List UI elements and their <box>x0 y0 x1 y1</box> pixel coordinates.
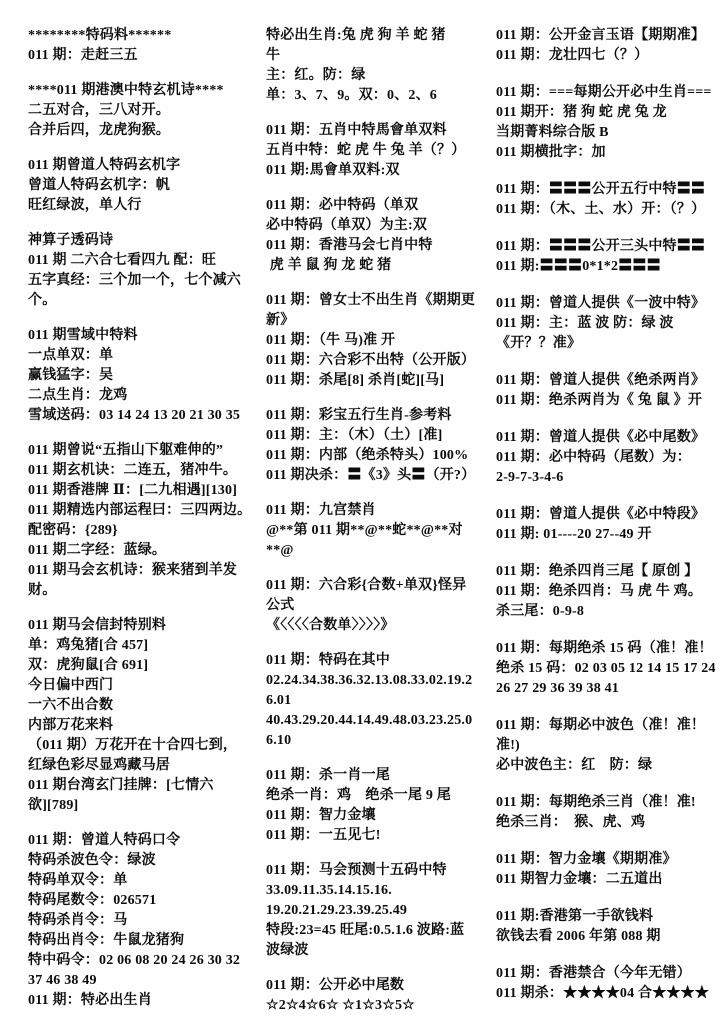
text-line: 2-9-7-3-4-6 <box>496 470 564 485</box>
text-line: 011 期：特必出生肖 <box>28 993 152 1008</box>
text-block <box>496 428 724 488</box>
text-line: 011 期：特码在其中 <box>266 653 390 668</box>
text-line: 011 期：六合彩不出特（公开版） <box>266 353 476 368</box>
text-line: 011 期:馬會单双料:双 <box>266 163 400 178</box>
text-line: 绝杀一肖：鸡 绝杀一尾 9 尾 <box>266 788 451 803</box>
text-line: **@ <box>266 543 294 558</box>
text-line: 011 期杀：★★★★04 合★★★★ <box>496 986 710 1001</box>
text-line: 必中波色主：红 防：绿 <box>496 758 653 773</box>
text-line: 011 期: 01----20 27--49 开 <box>496 527 652 542</box>
text-line: 011 期香港牌 Ⅱ：[二九相遇][130] <box>28 483 238 498</box>
text-line: 011 期横批字：加 <box>496 145 606 160</box>
text-line: 二点生肖：龙鸡 <box>28 388 128 403</box>
text-line: 011 期：龙壮四七（？） <box>496 48 649 63</box>
text-line: 011 期 二六合七看四九 配：旺 <box>28 253 217 268</box>
text-block <box>28 326 254 426</box>
text-line: 双：虎狗鼠[合 691] <box>28 658 149 673</box>
text-line: 特码单双令：单 <box>28 873 128 888</box>
column-middle <box>266 26 484 1024</box>
text-line: 011 期精选内部运程曰：三四两边。 <box>28 503 252 518</box>
text-line: 33.09.11.35.14.15.16. <box>266 883 392 898</box>
text-block <box>496 562 724 622</box>
text-line: 011 期：内部（绝杀特头）100% <box>266 448 469 463</box>
text-line: 特段:23=45 旺尾:0.5.1.6 波路:蓝 <box>266 923 465 938</box>
text-line: 曾道人特码玄机字：帆 <box>28 178 170 193</box>
text-block <box>28 156 254 216</box>
text-line: 011 期：绝杀四肖：马 虎 牛 鸡。 <box>496 584 703 599</box>
text-line: 五字真经：三个加一个，七个减六 <box>28 273 241 288</box>
text-line: 011 期：智力金壤《期期准》 <box>496 852 677 867</box>
text-line: 《开？？准》 <box>496 336 582 351</box>
text-line: 赢钱猛字：吴 <box>28 368 114 383</box>
text-line: 19.20.21.29.23.39.25.49 <box>266 903 408 918</box>
text-line: 当期菁料综合版 B <box>496 125 609 140</box>
text-line: 特码杀肖令：马 <box>28 913 128 928</box>
text-line: 神算子透码诗 <box>28 233 114 248</box>
text-line: （011 期）万花开在十合四七到， <box>28 738 238 753</box>
text-line: 011 期：每期绝杀 15 码（准！准！ <box>496 641 713 656</box>
text-line: 011 期：走赶三五 <box>28 48 138 63</box>
text-block <box>266 406 484 486</box>
text-line: 011 期智力金壤：二五道出 <box>496 872 663 887</box>
text-line: 绝杀 15 码：02 03 05 12 14 15 17 24 <box>496 661 716 676</box>
text-block <box>28 26 254 66</box>
text-block <box>266 291 484 391</box>
text-block <box>266 766 484 846</box>
text-block <box>266 501 484 561</box>
text-line: 011 期：（木、土、水）开：（？） <box>496 202 706 217</box>
text-line: 011 期开：猪 狗 蛇 虎 兔 龙 <box>496 105 667 120</box>
text-line: 011 期：曾道人特码口令 <box>28 833 181 848</box>
text-line: 011 期：每期绝杀三肖（准！准! <box>496 795 696 810</box>
text-line: 011 期：马会预测十五码中特 <box>266 863 447 878</box>
text-line: 011 期：六合彩{合数+单双}怪异 <box>266 578 467 593</box>
text-block <box>496 907 724 947</box>
text-line: 011 期：绝杀两肖为《 兔 鼠 》开 <box>496 393 703 408</box>
text-line: 02.24.34.38.36.32.13.08.33.02.19.2 <box>266 673 473 688</box>
text-line: 绝杀三肖： 猴、虎、鸡 <box>496 815 646 830</box>
text-line: 五肖中特：蛇 虎 牛 兔 羊（？） <box>266 143 466 158</box>
text-line: 011 期：（牛 马)准 开 <box>266 333 396 348</box>
text-line: 011 期：曾道人提供《必中特段》 <box>496 507 706 522</box>
text-block <box>266 976 484 1016</box>
text-block <box>266 26 484 106</box>
text-line: 6.01 <box>266 693 292 708</box>
text-line: 准!) <box>496 738 520 753</box>
text-line: 011 期玄机诀：二连五，猪冲牛。 <box>28 463 238 478</box>
text-line: 40.43.29.20.44.14.49.48.03.23.25.0 <box>266 713 473 728</box>
text-line: 内部万花来料 <box>28 718 114 733</box>
column-right <box>496 26 724 1024</box>
text-block <box>496 180 724 220</box>
text-line: 011 期：彩宝五行生肖-参考料 <box>266 408 452 423</box>
text-line: 特码出肖令：牛鼠龙猪狗 <box>28 933 185 948</box>
text-line: 011 期：必中特码（单双 <box>266 198 419 213</box>
text-line: 011 期决杀：〓《3》头〓（开?） <box>266 468 476 483</box>
text-line: ☆2☆4☆6☆ ☆1☆3☆5☆ <box>266 998 415 1013</box>
text-line: 011 期：===每期公开必中生肖=== <box>496 85 712 100</box>
text-line: 011 期：绝杀四肖三尾【 原创 】 <box>496 564 699 579</box>
text-line: 011 期：香港马会七肖中特 <box>266 238 433 253</box>
text-block <box>496 850 724 890</box>
text-line: 011 期二字经：蓝绿。 <box>28 543 167 558</box>
text-block <box>28 231 254 311</box>
text-line: 新》 <box>266 313 295 328</box>
text-line: 雪域送码：03 14 24 13 20 21 30 35 <box>28 408 241 423</box>
text-line: 主：红。防：绿 <box>266 68 366 83</box>
text-line: 特中码令：02 06 08 20 24 26 30 32 <box>28 953 241 968</box>
text-line: 26 27 29 36 39 38 41 <box>496 681 619 696</box>
text-line: 旺红绿波，单人行 <box>28 198 142 213</box>
text-line: 单：3、7、9。双：0、2、6 <box>266 88 437 103</box>
text-line: 特码尾数令：026571 <box>28 893 157 908</box>
text-block <box>28 616 254 816</box>
text-line: 011 期马会玄机诗：猴来猪到羊发 <box>28 563 238 578</box>
text-line: 财。 <box>28 583 57 598</box>
text-line: 011 期：每期必中波色（准！准！ <box>496 718 706 733</box>
text-line: 011 期：曾道人提供《一波中特》 <box>496 296 706 311</box>
text-line: 欲][789] <box>28 798 79 813</box>
text-block <box>266 651 484 751</box>
text-line: ****011 期港澳中特玄机诗**** <box>28 83 224 98</box>
text-line: 个。 <box>28 293 57 308</box>
text-line: 011 期：公开必中尾数 <box>266 978 405 993</box>
text-line: 杀三尾：0-9-8 <box>496 604 585 619</box>
text-block <box>496 639 724 699</box>
text-line: 配密码：{289} <box>28 523 118 538</box>
text-line: 011 期:香港第一手欲钱料 <box>496 909 654 924</box>
text-line: 011 期：杀一肖一尾 <box>266 768 390 783</box>
text-line: 必中特码（单双）为主:双 <box>266 218 428 233</box>
text-block <box>266 121 484 181</box>
text-block <box>496 793 724 833</box>
text-block <box>496 371 724 411</box>
text-line: 011 期：〓〓〓公开三头中特〓〓 <box>496 239 706 254</box>
text-line: 011 期:〓〓〓0*1*2〓〓〓 <box>496 259 661 274</box>
text-line: 011 期：曾道人提供《绝杀两肖》 <box>496 373 706 388</box>
text-line: 牛 <box>266 48 281 63</box>
text-line: ********特码料****** <box>28 28 172 43</box>
text-line: 《〈〈〈〈合数单〉〉〉〉》 <box>266 618 395 633</box>
text-block <box>266 196 484 276</box>
text-block <box>28 831 254 1011</box>
text-block <box>496 294 724 354</box>
text-line: 合并后四，龙虎狗猴。 <box>28 123 170 138</box>
column-left <box>28 26 254 1024</box>
text-line: 011 期：一五见七! <box>266 828 381 843</box>
text-block <box>28 441 254 601</box>
text-line: 011 期：曾女士不出生肖《期期更 <box>266 293 476 308</box>
text-line: 011 期：杀尾[8] 杀肖[蛇][马] <box>266 373 445 388</box>
text-block <box>266 576 484 636</box>
text-line: 011 期曾道人特码玄机字 <box>28 158 181 173</box>
text-line: 011 期雪域中特料 <box>28 328 138 343</box>
text-line: 011 期：智力金壤 <box>266 808 376 823</box>
text-line: 011 期：必中特码（尾数）为： <box>496 450 691 465</box>
text-line: 6.10 <box>266 733 292 748</box>
text-line: 特必出生肖:兔 虎 狗 羊 蛇 猪 <box>266 28 446 43</box>
text-line: 红绿色彩尽显鸡藏马居 <box>28 758 170 773</box>
text-block <box>28 81 254 141</box>
text-line: 011 期：曾道人提供《必中尾数》 <box>496 430 706 445</box>
text-line: 011 期：公开金言玉语【期期准】 <box>496 28 706 43</box>
text-line: 今日偏中西门 <box>28 678 114 693</box>
text-line: 011 期：五肖中特馬會单双料 <box>266 123 447 138</box>
text-line: 欲钱去看 2006 年第 088 期 <box>496 929 661 944</box>
text-line: 单：鸡兔猪[合 457] <box>28 638 149 653</box>
text-line: 011 期：〓〓〓公开五行中特〓〓 <box>496 182 706 197</box>
text-block <box>496 26 724 66</box>
text-block <box>496 237 724 277</box>
text-line: 波绿波 <box>266 943 309 958</box>
text-line: 一六不出合数 <box>28 698 114 713</box>
text-block <box>496 964 724 1004</box>
text-line: 011 期曾说“五指山下躯难伸的” <box>28 443 224 458</box>
text-block <box>496 505 724 545</box>
text-block <box>266 861 484 961</box>
text-line: 特码杀波色令：绿波 <box>28 853 156 868</box>
text-line: 37 46 38 49 <box>28 973 97 988</box>
text-block <box>496 83 724 163</box>
text-line: 011 期：香港禁合（今年无错） <box>496 966 691 981</box>
text-line: 011 期：九宫禁肖 <box>266 503 376 518</box>
text-line: 二五对合，三八对开。 <box>28 103 170 118</box>
text-block <box>496 716 724 776</box>
text-line: 011 期：主：（木）（土）[准] <box>266 428 443 443</box>
text-line: 011 期：主：蓝 波 防：绿 波 <box>496 316 674 331</box>
text-line: 公式 <box>266 598 295 613</box>
text-line: 一点单双：单 <box>28 348 114 363</box>
text-line: @**第 011 期**@**蛇**@**对 <box>266 523 463 538</box>
text-line: 011 期马会信封特别料 <box>28 618 167 633</box>
text-line: 011 期台湾玄门挂牌：[七情六 <box>28 778 214 793</box>
text-line: 虎 羊 鼠 狗 龙 蛇 猪 <box>266 258 392 273</box>
